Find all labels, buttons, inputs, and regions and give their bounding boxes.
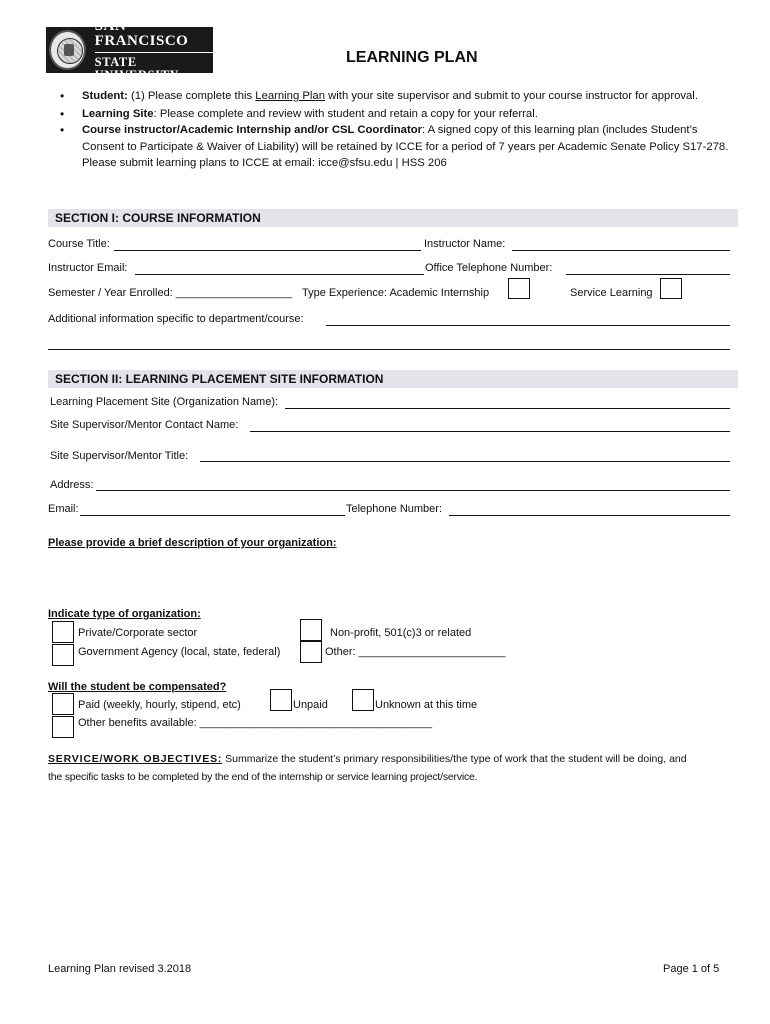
government-label: Government Agency (local, state, federal) (78, 646, 281, 658)
page-title: LEARNING PLAN (346, 49, 478, 66)
course-title-label: Course Title: (48, 238, 110, 250)
logo-wordmark (95, 19, 213, 81)
semester-label: Semester / Year Enrolled: ___________________ (48, 287, 293, 299)
footer-revision: Learning Plan revised 3.2018 (48, 963, 192, 975)
university-logo (46, 18, 213, 82)
supervisor-title-label: Site Supervisor/Mentor Title: (50, 450, 189, 462)
supervisor-contact-field[interactable] (250, 431, 730, 432)
instructor-name-label: Instructor Name: (424, 238, 506, 250)
email-field[interactable] (80, 515, 345, 516)
additional-info-field[interactable] (326, 325, 730, 326)
unpaid-label: Unpaid (293, 699, 328, 711)
instructor-name-field[interactable] (512, 250, 730, 251)
supervisor-contact-label: Site Supervisor/Mentor Contact Name: (50, 419, 239, 431)
service-learning-label: Service Learning (570, 287, 653, 299)
unpaid-checkbox[interactable] (270, 689, 292, 711)
academic-internship-checkbox[interactable] (508, 278, 530, 299)
unknown-label: Unknown at this time (375, 699, 478, 711)
address-field[interactable] (96, 490, 730, 491)
section2-heading: SECTION II: LEARNING PLACEMENT SITE INFORMATION (48, 370, 738, 388)
nonprofit-label: Non-profit, 501(c)3 or related (330, 627, 472, 639)
telephone-field[interactable] (449, 515, 730, 516)
objectives-heading: SERVICE/WORK OBJECTIVES: (48, 753, 223, 765)
additional-info-field-line2[interactable] (48, 349, 730, 350)
paid-checkbox[interactable] (52, 693, 74, 715)
additional-info-label: Additional information specific to department/course: (48, 313, 304, 325)
course-title-field[interactable] (114, 250, 421, 251)
org-name-label: Learning Placement Site (Organization Name): (50, 396, 279, 408)
unknown-checkbox[interactable] (352, 689, 374, 711)
private-sector-label: Private/Corporate sector (78, 627, 198, 639)
objectives-line2: the specific tasks to be completed by the end of the internship or service learning project/service. (48, 771, 478, 783)
footer-page-number: Page 1 of 5 (663, 963, 720, 975)
office-phone-field[interactable] (566, 274, 730, 275)
address-label: Address: (50, 479, 94, 491)
type-experience-label: Type Experience: Academic Internship (302, 287, 490, 299)
nonprofit-checkbox[interactable] (300, 619, 322, 641)
private-sector-checkbox[interactable] (52, 621, 74, 643)
logo-line2: STATE UNIVERSITY (94, 55, 180, 82)
paid-label: Paid (weekly, hourly, stipend, etc) (78, 699, 241, 711)
instructor-email-field[interactable] (135, 274, 424, 275)
section1-heading: SECTION I: COURSE INFORMATION (48, 209, 738, 227)
other-benefits-checkbox[interactable] (52, 716, 74, 738)
instruction-coordinator: • Course instructor/Academic Internship and/or CSL Coordinator: A signed copy of this learning plan (includes Student’s Consent to Participate & Waiver of Liability) will be retained by ICCE for a period of 7 years per Academic Senate Policy S17-278. Please submit learning plans to ICCE at email: icce@sfsu.edu | HSS 206 (60, 122, 730, 172)
instructions-list (60, 88, 730, 172)
supervisor-title-field[interactable] (200, 461, 730, 462)
org-name-field[interactable] (285, 408, 730, 409)
org-description-heading: Please provide a brief description of your organization: (48, 537, 337, 549)
org-type-heading: Indicate type of organization: (48, 608, 201, 620)
email-label: Email: (48, 503, 79, 515)
other-org-label: Other: ________________________ (325, 646, 506, 658)
instruction-student: • Student: (1) Please complete this Learning Plan with your site supervisor and submit to your course instructor for approval. (60, 88, 730, 105)
university-seal-icon (49, 30, 86, 70)
objectives-line1: SERVICE/WORK OBJECTIVES: Summarize the student’s primary responsibilities/the type of work that the student will be doing, and (48, 753, 687, 765)
office-phone-label: Office Telephone Number: (425, 262, 553, 274)
instruction-site: • Learning Site: Please complete and review with student and retain a copy for your referral. (60, 106, 730, 123)
compensation-heading: Will the student be compensated? (48, 681, 227, 693)
instructor-email-label: Instructor Email: (48, 262, 128, 274)
telephone-label: Telephone Number: (346, 503, 443, 515)
other-org-checkbox[interactable] (300, 641, 322, 663)
government-checkbox[interactable] (52, 644, 74, 666)
learning-plan-link[interactable]: Learning Plan (255, 90, 325, 102)
other-benefits-label: Other benefits available: ______________________________________ (78, 717, 433, 729)
service-learning-checkbox[interactable] (660, 278, 682, 299)
logo-line1: SAN FRANCISCO (95, 19, 213, 53)
